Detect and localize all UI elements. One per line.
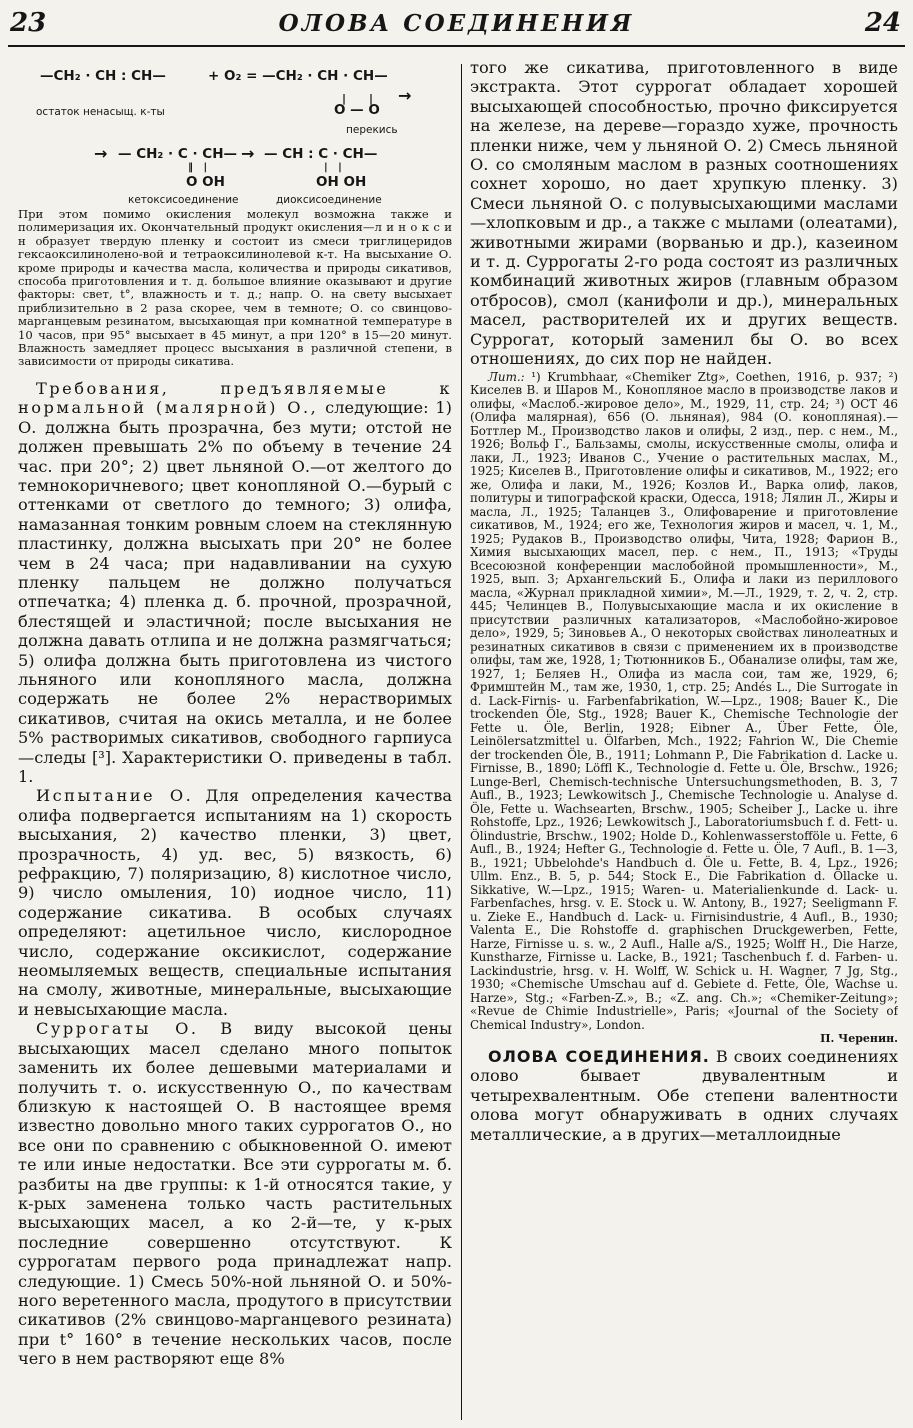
requirements-paragraph — [18, 379, 452, 787]
surrogates-continuation: того же сикатива, приготовленного в виде экстракта. Этот суррогат обладает хорошей высыхающей способностью, прочно фиксируется на железе, на дереве—гораздо хуже, прочность пленки ниже, чем у льняной О. 2) Смесь льняной О. со смоляным маслом в разных соотношениях сохнет хорошо, но дает хрупкую пленку. 3) Смеси льняной О. с полувысыхающими маслами—хлопковым и др., а также с мылами (олеатами), животными жирами (ворванью и др.), казеином и т. д. Суррогаты 2-го рода состоят из различных комбинаций животных жиров (главным образом отбросов), смол (канифоли и др.), минеральных масел, растворителей их и других веществ. Суррогат, который заменил бы О. во всех отношениях, до сих пор не найден. — [470, 58, 898, 369]
scheme-arrow-2: → — [94, 144, 108, 163]
scheme-dioxy-formula: — CH : C · CH— — [264, 146, 378, 162]
scheme-label-dioxy: диоксисоединение — [276, 194, 382, 206]
next-article-paragraph — [470, 1047, 898, 1144]
next-article-text: В своих соединениях олово бывает двувалентным и четырехвалентным. Обе степени валентности олова могут обнаруживать в одних случаях металлические, а в других—металлоидные — [470, 1047, 898, 1144]
page-number-left: 23 — [10, 8, 47, 38]
literature-list — [470, 371, 898, 1033]
scheme-double-bond-mark: ‖ | — [188, 162, 208, 173]
literature-label: Лит.: — [488, 369, 525, 384]
scheme-bond-marks-2: | | — [324, 162, 342, 173]
scheme-bond-marks: | | — [342, 92, 374, 105]
scheme-peroxide-formula: + O₂ = —CH₂ · CH · CH— — [208, 68, 388, 84]
scheme-label-keto: кетоксисоединение — [128, 194, 239, 206]
requirements-lead: Требования, предъявляемые к нормальной (малярной) О., — [18, 378, 452, 418]
scheme-arrow-3: → — [241, 144, 255, 163]
scheme-dioxy-substituents: OH OH — [316, 174, 367, 190]
scheme-oxygen-bridge: O — O — [334, 102, 380, 118]
testing-text: Для определения качества олифа подвергается испытаниям на 1) скорость высыхания, 2) качество пленки, 3) цвет, прозрачность, 4) уд. вес, 5) вязкость, 6) рефракцию, 7) поляризацию, 8) кислотное число, 9) число омыления, 10) иодное число, 11) содержание сикатива. В особых случаях определяют: ацетильное число, кислородное число, содержание оксикислот, содержание неомыляемых веществ, специальные испытания на смолу, животные, минеральные, высыхающие и невысыхающие масла. — [18, 786, 452, 1019]
literature-text: ¹) Krumbhaar, «Chemiker Ztg», Coethen, 1916, p. 937; ²) Киселев В. и Шаров М., Конопляное масло в производстве лаков и олифы, «Маслоб.-жировое дело», М., 1929, 11, стр. 24; ³) ОСТ 46 (Олифа малярная), 656 (О. льняная), 984 (О. конопляная).—Боттлер М., Производство лаков и олифы, 2 изд., пер. с нем., М., 1926; Вольф Г., Бальзамы, смолы, искусственные смолы, олифа и лаки, Л., 1923; Иванов С., Учение о растительных маслах, М., 1925; Киселев В., Приготовление олифы и сикативов, М., 1922; его же, Олифа и лаки, М., 1926; Козлов И., Варка олиф, лаков, политуры и типографской краски, Одесса, 1918; Лялин Л., Жиры и масла, Л., 1925; Таланцев З., Олифоварение и приготовление сикативов, М., 1924; его же, Технология жиров и масел, ч. 1, М., 1925; Рудаков В., Производство олифы, Чита, 1928; Фарион В., Химия высыхающих масел, пер. с нем., П., 1913; «Труды Всесоюзной конференции маслобойной промышленности», М., 1925, вып. 3; Архангельский Б., Олифа и лаки из перилловогo масла, «Журнал прикладной химии», М.—Л., 1929, т. 2, ч. 2, стр. 445; Челинцев В., Полувысыхающие масла и их окисление в присутствии различных катализаторов, «Маслобойно-жировое дело», 1929, 5; Зиновьев А., О некоторых свойствах линолеатных и резинатных сикативов в связи с применением их в производстве олифы, там же, 1928, 1; Тютюнников Б., Обанализе олифы, там же, 1927, 1; Беляев Н., Олифа из масла сои, там же, 1929, 6; Фримштейн М., там же, 1930, 1, стр. 25; Andés L., Die Surrogate in d. Lack-Firnis- u. Farbenfabrikation, W.—Lpz., 1908; Bauer K., Die trockenden Öle, Stg., 1928; Bauer K., Chemische Technologie der Fette u. Öle, Berlin, 1928; Eibner A., Über Fette, Öle, Leinölersatzmittel u. Ölfarben, Mch., 1922; Fahrion W., Die Chemie der trockenden Öle, B., 1911; Lohmann P., Die Fabrikation d. Lacke u. Firnisse, B., 1890; Löffl K., Technologie d. Fette u. Öle, Brschw., 1926; Lunge-Berl, Chemisch-technische Untersuchungsmethoden, B. 3, 7 Aufl., B., 1923; Lewkowitsch J., Chemische Technologie u. Analyse d. Öle, Fette u. Wachsearten, Brschw., 1905; Scheiber J., Lacke u. ihre Rohstoffe, Lpz., 1926; Lewkowitsch J., Laboratoriumsbuch f. d. Fett- u. Ölindustrie, Brschw., 1902; Holde D., Kohlenwasserstofföle u. Fette, 6 Aufl., B., 1924; Hefter G., Technologie d. Fette u. Öle, 7 Aufl., B. 1—3, B., 1921; Ubbelohde's Handbuch d. Öle u. Fette, B. 4, Lpz., 1926; Ullm. Enz., B. 5, p. 544; Stock E., Die Fabrikation d. Öllacke u. Sikkative, W.—Lpz., 1915; Waren- u. Materialienkunde d. Lack- u. Farbenfaches, hrsg. v. E. Stock u. W. Antony, B., 1927; Seeligmann F. u. Zieke E., Handbuch d. Lack- u. Firnisindustrie, 4 Aufl., B., 1930; Valenta E., Die Rohstoffe d. graphischen Druckgewerben, Fette, Harze, Firnisse u. s. w., 2 Aufl., Halle a/S., 1925; Wolff H., Die Harze, Kunstharze, Firnisse u. Lacke, B., 1921; Taschenbuch f. d. Farben- u. Lackindustrie, hrsg. v. H. Wolff, W. Schick u. H. Wagner, 7 Jg, Stg., 1930; «Chemische Umschau auf d. Gebiete d. Fette, Öle, Wachse u. Harze», Stg.; «Farben-Z.», B.; «Z. ang. Ch.»; «Chemiker-Zeitung»; «Revue de Chimie Industrielle», Paris; «Journal of the Society of Chemical Industry», London. — [470, 369, 898, 1032]
header-rule — [8, 45, 905, 47]
oxidation-note: При этом помимо окисления молекул возможна также и полимеризация их. Окончательный продукт окисления—л и н о к с и н образует твердую пленку и состоит из смеси триглицеридов гексаоксилинолено-вой и тетраоксилинолевой к-т. На высыхание О. кроме природы и качества масла, количества и природы сикативов, способа приготовления и т. д. большое влияние оказывают и другие факторы: свет, t°, влажность и т. д.; напр. О. на свету высыхает приблизительно в 2 раза скорее, чем в темноте; О. со свинцово-марганцевым резинатом, высыхающая при комнатной температуре в 10 часов, при 95° высыхает в 45 минут, а при 120° в 15—20 минут. Влажность замедляет процесс высыхания в различной степени, в зависимости от природы сикатива. — [18, 207, 452, 369]
scheme-label-acid: остаток ненасыщ. к-ты — [36, 106, 165, 118]
surrogates-paragraph — [18, 1019, 452, 1368]
left-column — [18, 58, 452, 1422]
running-title: ОЛОВА СОЕДИНЕНИЯ — [278, 10, 635, 37]
next-article-title: ОЛОВА СОЕДИНЕНИЯ. — [488, 1047, 710, 1066]
scheme-keto-substituents: O OH — [186, 174, 225, 190]
scheme-unsaturated-acid: —CH₂ · CH : CH— — [40, 68, 166, 84]
scheme-label-peroxide: перекись — [346, 124, 398, 136]
testing-paragraph — [18, 786, 452, 1019]
page-number-right: 24 — [864, 8, 901, 38]
scheme-arrow-1: → — [398, 86, 412, 105]
requirements-text: следующие: 1) О. должна быть прозрачна, без мути; отстой не должен превышать 2% по объему в течение 24 час. при 20°; 2) цвет льняной О.—от желтого до темнокоричневого; цвет конопляной О.—бурый с оттенками от светлого до темного; 3) олифа, намазанная тонким ровным слоем на стеклянную пластинку, должна высыхать при 20° не более чем в 24 часа; при надавливании на сухую пленку пальцем не должно получаться отпечатка; 4) пленка д. б. прочной, прозрачной, блестящей и эластичной; после высыхания не должна давать отлипа и не должна размягчаться; 5) олифа должна быть приготовлена из чистого льняного или конопляного масла, должна содержать не более 2% нерастворимых сикативов, считая на окись металла, и не более 5% растворимых сикативов, свободного гарпиуса—следы [³]. Характеристики О. приведены в табл. 1. — [18, 398, 452, 786]
author-signature: П. Черенин. — [820, 1032, 898, 1045]
chemical-scheme — [18, 58, 452, 208]
surrogates-lead: Суррогаты О. — [36, 1019, 199, 1039]
right-column — [470, 58, 898, 1422]
page-header — [0, 0, 913, 46]
testing-lead: Испытание О. — [36, 786, 194, 806]
column-divider — [461, 64, 462, 1420]
surrogates-text: В виду высокой цены высыхающих масел сделано много попыток заменить их более дешевыми материалами и получить т. о. искусственную О., по качествам близкую к настоящей О. В настоящее время известно довольно много таких суррогатов О., но все они по сравнению с обыкновенной О. имеют те или иные недостатки. Все эти суррогаты м. б. разбиты на две группы: к 1-й относятся такие, у к-рых заменена только часть растительных высыхающих масел, а ко 2-й—те, у к-рых последние совершенно отсутствуют. К суррогатам первого рода принадлежат напр. следующие. 1) Смесь 50%-ной льняной О. и 50%-ного веретенного масла, продутого в присутствии сикативов (2% свинцово-марганцевого резината) при t° 160° в течение нескольких часов, после чего в нем растворяют еще 8% — [18, 1019, 452, 1369]
scheme-keto-formula: — CH₂ · C · CH— — [118, 146, 237, 162]
